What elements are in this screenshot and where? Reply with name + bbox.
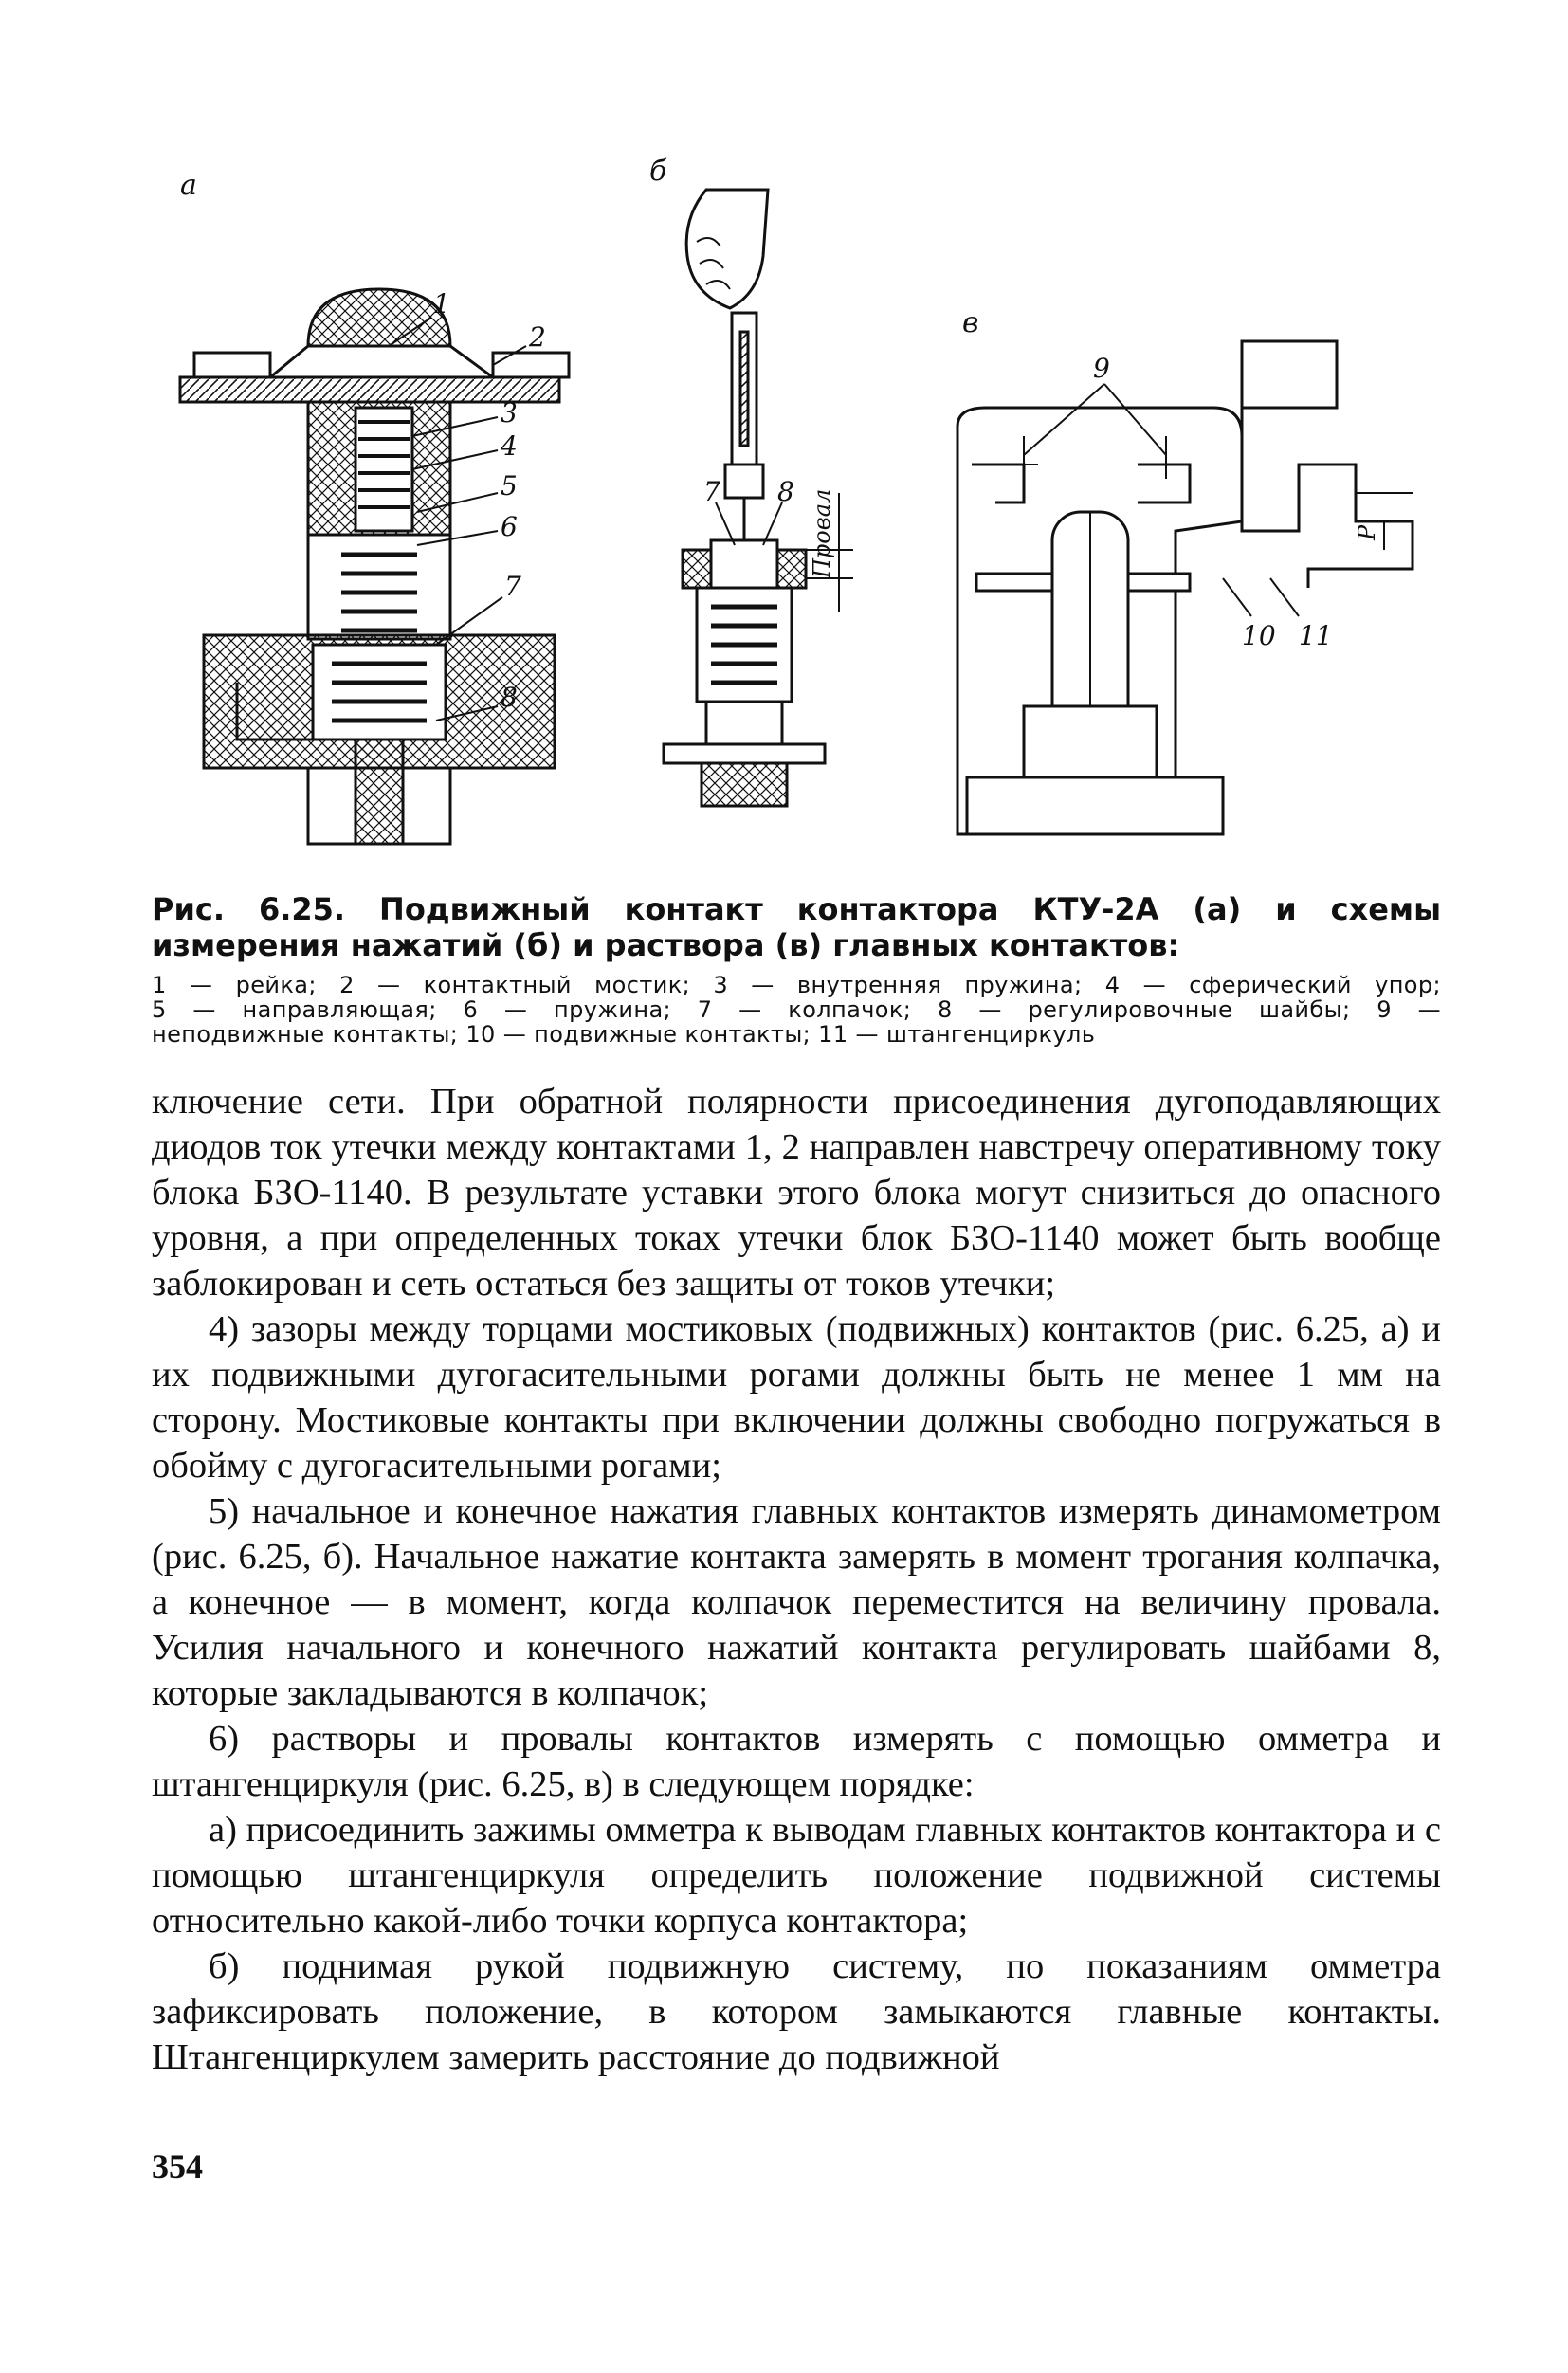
callout-b-7: 7 [703,476,720,507]
callout-v-p: Р [1354,524,1380,540]
figure-6-25 [152,152,1441,882]
callout-a-2: 2 [529,321,546,353]
paragraph: 6) растворы и провалы контактов измерять с помощью омметра и штангенциркуля (рис. 6.25, в) в следующем порядке: [152,1719,1441,1804]
technical-drawing [152,152,1441,882]
callout-v-10: 10 [1242,620,1276,651]
callout-a-3: 3 [501,397,518,429]
figure-caption [152,891,1441,1047]
hand-icon [686,190,768,308]
paragraph: ключение сети. При обратной полярности присоединения дугоподавляющих диодов ток утечки между контактами 1, 2 направлен навстречу оперативному току блока БЗО-1140. В результате уставки этого блока могут снизиться до опасного уровня, а при определенных токах утечки блок БЗО-1140 может быть вообще заблокирован и сеть остаться без защиты от токов утечки; [152,1082,1441,1304]
body-text [152,1079,1441,2080]
callout-v-11: 11 [1299,620,1333,651]
panel-v-drawing [957,341,1413,834]
panel-label-a: а [180,169,197,202]
panel-label-b: б [649,155,667,188]
callout-a-7: 7 [504,571,521,602]
caption-title: Рис. 6.25. Подвижный контакт контактора КТУ-2А (а) и схемы измерения нажатий (б) и раствора (в) главных контактов: [152,891,1441,963]
callout-a-5: 5 [501,470,518,502]
callout-a-1: 1 [433,288,450,319]
paragraph: б) поднимая рукой подвижную систему, по показаниям омметра зафиксировать положение, в котором замыкаются главные контакты. Штангенциркулем замерить расстояние до подвижной [152,1946,1441,2077]
caption-legend-line: 1 — рейка; 2 — контактный мостик; 3 — внутренняя пружина; 4 — сферический упор; [152,972,1441,998]
caption-legend [152,973,1441,1047]
caption-legend-line: 5 — направляющая; 6 — пружина; 7 — колпачок; 8 — регулировочные шайбы; 9 — [152,996,1441,1023]
paragraph: 5) начальное и конечное нажатия главных контактов измерять динамометром (рис. 6.25, б). Начальное нажатие контакта замерять в момент трогания колпачка, а конечное — в момент, когда колпачок переместится на величину провала. Усилия начального и конечного нажатий контакта регулировать шайбами 8, которые закладываются в колпачок; [152,1491,1441,1713]
callout-a-4: 4 [501,430,518,462]
panel-a-drawing [180,289,569,844]
page-number: 354 [152,2147,203,2185]
caption-legend-line: неподвижные контакты; 10 — подвижные контакты; 11 — штангенциркуль [152,1021,1096,1048]
callout-a-8: 8 [501,682,518,713]
callout-v-9: 9 [1093,353,1110,384]
panel-label-v: в [962,306,979,339]
panel-b-leaders [716,502,782,545]
callout-a-6: 6 [501,511,518,542]
callout-b-8: 8 [777,476,794,507]
paragraph: 4) зазоры между торцами мостиковых (подвижных) контактов (рис. 6.25, а) и их подвижными дугогасительными рогами должны быть не менее 1 мм на сторону. Мостиковые контакты при включении должны свободно погружаться в обойму с дугогасительными рогами; [152,1309,1441,1486]
callout-b-proval: Провал [809,488,835,578]
paragraph: а) присоединить зажимы омметра к выводам главных контактов контактора и с помощью штангенциркуля определить положение подвижной системы относительно какой-либо точки корпуса контактора; [152,1810,1441,1941]
